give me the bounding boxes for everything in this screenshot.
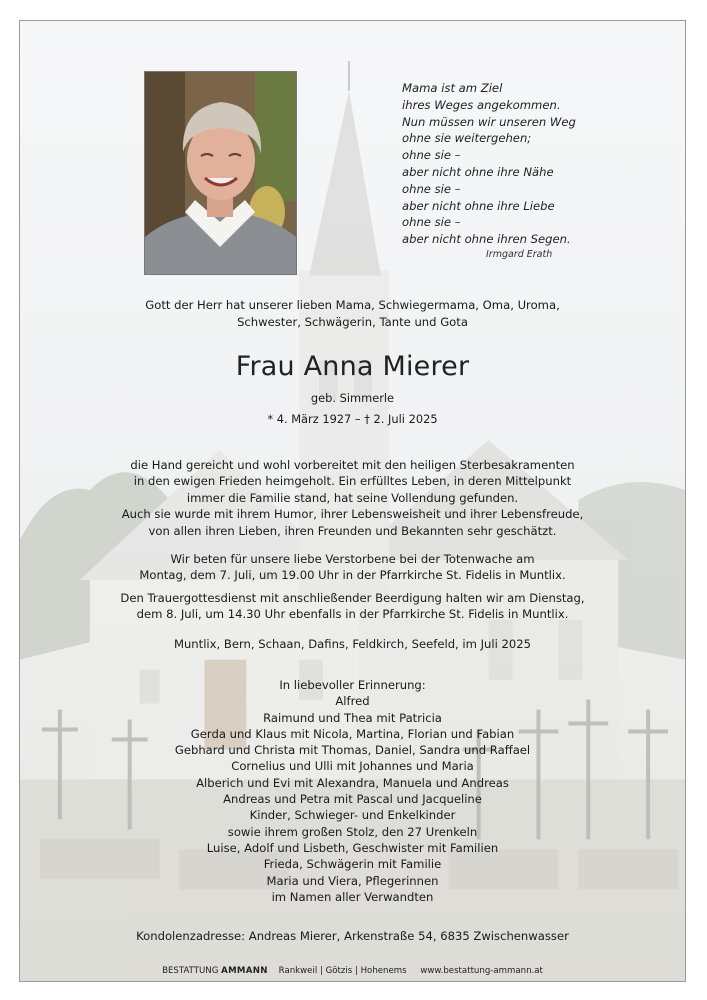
mourner-line: Gebhard und Christa mit Thomas, Daniel, Sandra und Raffael: [174, 743, 531, 758]
mourner-line: Alberich und Evi mit Alexandra, Manuela und Andreas: [196, 775, 509, 790]
mourner-line: sowie ihrem großen Stolz, den 27 Urenkeln: [227, 824, 478, 839]
text-line: Auch sie wurde mit ihrem Humor, ihrer Lebensweisheit und ihrer Lebensfreude,: [121, 507, 584, 522]
footer: [20, 966, 685, 976]
poem-line: aber nicht ohne ihre Nähe: [402, 164, 554, 179]
mourner-line: Raimund und Thea mit Patricia: [263, 710, 442, 725]
condolence-address: Kondolenzadresse: Andreas Mierer, Arkenstraße 54, 6835 Zwischenwasser: [136, 929, 569, 943]
footer-website[interactable]: www.bestattung-ammann.at: [420, 966, 543, 976]
intro-line: Gott der Herr hat unserer lieben Mama, Schwiegermama, Oma, Uroma,: [145, 298, 560, 312]
intro-text: [20, 297, 685, 331]
mourner-line: Kinder, Schwieger- und Enkelkinder: [249, 808, 456, 823]
mourners-heading: In liebevoller Erinnerung:: [279, 678, 426, 692]
mourner-line: Gerda und Klaus mit Nicola, Martina, Florian und Fabian: [190, 726, 515, 741]
poem-line: ohne sie –: [402, 215, 461, 230]
mourner-line: Alfred: [335, 694, 370, 709]
mourner-line: Andreas und Petra mit Pascal und Jacqueline: [223, 792, 482, 807]
mourners-list: [20, 677, 685, 905]
poem-line: Mama ist am Ziel: [402, 81, 503, 95]
text-line: in den ewigen Frieden heimgeholt. Ein erfülltes Leben, in deren Mittelpunkt: [133, 474, 572, 489]
mourner-line: Cornelius und Ulli mit Johannes und Maria: [231, 759, 474, 774]
text-line: dem 8. Juli, um 14.30 Uhr ebenfalls in der Pfarrkirche St. Fidelis in Muntlix.: [136, 607, 569, 622]
text-line: Montag, dem 7. Juli, um 19.00 Uhr in der Pfarrkirche St. Fidelis in Muntlix.: [139, 568, 566, 583]
place-date: Muntlix, Bern, Schaan, Dafins, Feldkirch, Seefeld, im Juli 2025: [173, 637, 532, 651]
poem-line: aber nicht ohne ihre Liebe: [402, 198, 555, 213]
portrait-photo: [144, 71, 297, 275]
text-line: die Hand gereicht und wohl vorbereitet mit den heiligen Sterbesakramenten: [130, 458, 575, 472]
text-line: Den Trauergottesdienst mit anschließender Beerdigung halten wir am Dienstag,: [120, 590, 585, 605]
text-line: immer die Familie stand, hat seine Vollendung gefunden.: [186, 490, 519, 505]
text-line: von allen ihren Lieben, ihren Freunden und Bekannten sehr geschätzt.: [148, 523, 557, 538]
mourner-line: Frieda, Schwägerin mit Familie: [263, 857, 442, 872]
deceased-name: Frau Anna Mierer: [235, 351, 470, 382]
obituary-frame: [19, 20, 686, 982]
intro-line: Schwester, Schwägerin, Tante und Gota: [237, 315, 468, 329]
poem-line: ohne sie weitergehen;: [402, 131, 532, 146]
footer-brand-prefix: BESTATTUNG: [162, 966, 219, 976]
mourner-line: Maria und Viera, Pflegerinnen: [266, 873, 439, 888]
mourner-line: im Namen aller Verwandten: [271, 889, 434, 904]
poem-line: ihres Weges angekommen.: [402, 97, 561, 112]
poem: [402, 80, 622, 248]
mourner-line: Luise, Adolf und Lisbeth, Geschwister mit Familien: [206, 840, 499, 855]
life-dates: * 4. März 1927 – † 2. Juli 2025: [267, 412, 438, 426]
poem-line: ohne sie –: [402, 148, 461, 163]
footer-locations: Rankweil | Götzis | Hohenems: [278, 966, 407, 976]
footer-brand-name: AMMANN: [221, 966, 268, 976]
poem-line: ohne sie –: [402, 181, 461, 196]
text-line: Wir beten für unsere liebe Verstorbene bei der Totenwache am: [170, 552, 535, 567]
poem-line: aber nicht ohne ihren Segen.: [402, 232, 571, 247]
poem-line: Nun müssen wir unseren Weg: [402, 114, 576, 129]
birth-name: geb. Simmerle: [310, 391, 395, 405]
obituary-text: [20, 453, 685, 623]
poem-author: Irmgard Erath: [486, 249, 553, 260]
